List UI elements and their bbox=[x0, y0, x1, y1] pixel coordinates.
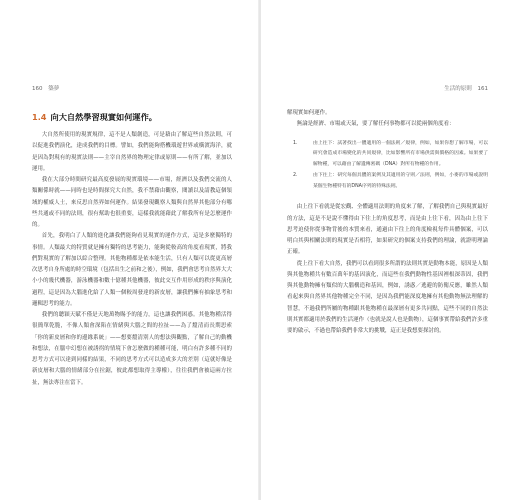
section-title bbox=[32, 112, 157, 123]
list-item-text: 由上往下：試著找出一體適用的一個法則／規律，例如，如果你想了解市場，可以研究會造成市場變化的共同規律，比如影響所有市場供需與價格的因素。如果要了解物種，可以藉由了解遺傳密碼（DNA）對所有物種的作用。 bbox=[313, 140, 488, 167]
approach-list bbox=[287, 139, 488, 193]
list-item-text: 由下往上：研究每個具體的案例及其適用的守則／法則，例如，小麥的市場或說明某個生物種特有的DNA序列的特殊法則。 bbox=[313, 173, 488, 189]
section-number: 1.4 bbox=[32, 112, 47, 122]
section-title-text: 向大自然學習現實如何運作。 bbox=[50, 112, 157, 122]
list-item-number: 2. bbox=[293, 173, 298, 179]
paragraph: 大自然所使用的現實規律，這不是人類創造，可是藉由了解這些自然法則，可以促進我們演化，達成我們的目標。譬如，我們能夠搭機環遊世界或橫渡海洋，就是因為對現有的現實法則——主宰自然界的物理定律或原則——有所了解，並加以運用。 bbox=[32, 132, 232, 172]
left-page bbox=[0, 0, 259, 500]
paragraph: 我們的聰穎天賦不僅是天地萬物賜予的能力，這也讓我們困惑。其他物種活得很簡單乾脆，不像人類會深陷在情緒與大腦之間的拉扯——為了釐清而長期思索「你的新皮層和你的邊緣系統」——想要釐清別人的想法與觀點，了解自己的動機和想法，在腦中幻想在被誘拐的情境下會怎麼做的種種可能，明白有許多種不同的思考方式可以達到同樣的結果，不同的思考方式可以造成多大的差別（這就好像是新皮層和大腦的情緒部分在拉鋸，彼此都想取得主導權），往往我們會被這兩方拉扯，無法專注在當下。 bbox=[32, 312, 232, 386]
left-page-number: 160 bbox=[32, 86, 43, 92]
right-running-head-text: 生活的原則 bbox=[444, 86, 472, 92]
left-running-head-text: 築夢 bbox=[48, 86, 60, 92]
paragraph: 我在大部分時間研究最高度發展的現實環境——市場，經濟以及我們交流的人類關係時就——同時也是時間探究大自然，我不禁藉由觀察，閱讀以及請教這個領域的權威人士，來反思自然界如何運作。結果發現觀察人類與自然界其他部分有哪些共通或不同的法則，很有幫助也很重要，這樣我就能藉此了解我所有是怎麼運作的。 bbox=[32, 177, 232, 228]
paragraph: 無論是經濟、市場或天氣，要了解任何事物都可以從兩個角度看： bbox=[296, 121, 455, 128]
paragraph: 首先，我明白了人類的進化讓我們能夠看見現實的運作方式，這是多麼獨特的事情。人類最大的特質就是擁有獨特的思考能力，能夠從較高的角度看現實，將我們對現實的了解加以綜合整理。其他物種都是依本能生活，只有人類可以從更高層次思考自身所處的時空環境（包括出生之前和之後），例如，我們會思考自然界大大小小的幾代機器，游泳機器和數十億種其他機器，彼此交互作用形成的秩序與演化過程，這是因為大腦進化給了人類一個較周發達的新皮層，讓我們擁有抽象思考和邏輯思考的能力。 bbox=[32, 233, 232, 307]
left-running-head bbox=[32, 84, 63, 92]
right-page bbox=[261, 0, 520, 500]
left-body-text bbox=[32, 130, 232, 389]
right-body-text bbox=[287, 108, 488, 337]
right-page-number: 161 bbox=[477, 86, 488, 92]
paragraph: 由上往下看就是從宏觀、全體適用法則的角度來了解，了解我們自己與現實最好的方法，這是不是說不懂得由下往上的角度思考，而是由上往下看，因為由上往下思考迫使你從事物背後的本質來看，通過由下往上的角度檢視每件具體個案，可以明白其與相關法則的現實是否相符，如果研究的個案支持我們的理論，就證明理論正確。 bbox=[287, 204, 488, 256]
list-item bbox=[287, 139, 488, 171]
list-item-number: 1. bbox=[293, 140, 298, 146]
paragraph: 解現實如何運作。 bbox=[287, 110, 331, 116]
right-running-head bbox=[440, 84, 488, 92]
paragraph: 從上往下看大自然，我們可以看到很多所謂的法則其實是動物本能，原因是人類與其他物種共有數百萬年的基因演化，而這些在我們動物性基因裡根深蒂固，我們與其他動物擁有類似的大腦構造和基因，例如，誘惑／逃避的防衛反應，雖然人類看起來與自然界其他物種完全不同，是因為我們能深度地擁有其他動物無法理解的智慧，不過我們所屬的物種跟其他物種在最深層有更多共同點，這些不同的自然法則其實都適用於我們的生活運作（也就是說人也是動物），這個事實帶給我們許多重要的啟示，不過也帶給我們非常大的挑戰，這正是我想要探討的。 bbox=[287, 260, 488, 335]
list-item bbox=[287, 171, 488, 192]
